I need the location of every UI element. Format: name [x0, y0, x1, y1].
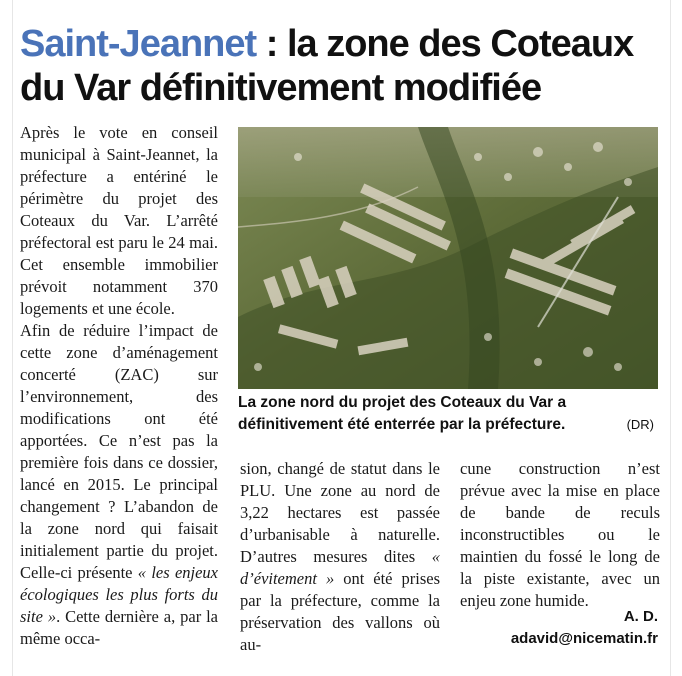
- paragraph-intro: Après le vote en conseil municipal à Saint-Jeannet, la préfecture a entériné le périmètre du projet des Coteaux du Var. L’arrêté préfectoral est paru le 24 mai. Cet ensemble immobilier prévoit notamment 370 logements et une école.: [20, 123, 218, 318]
- aerial-photo-illustration: [238, 127, 658, 389]
- article-column-3: [460, 458, 660, 612]
- right-page-margin-line: [670, 0, 671, 676]
- photo-caption-text: La zone nord du projet des Coteaux du Var a définitivement été enterrée par la préfecture.: [238, 394, 567, 433]
- photo-credit: (DR): [626, 417, 654, 432]
- quote-avoidance: « d’évitement »: [240, 547, 440, 588]
- paragraph-impact-text-a: Afin de réduire l’impact de cette zone d’aménagement concerté (ZAC) sur l’environnement, des modifications ont été apportées. Ce n’est pas la première fois dans ce dossier, lancé en 2015. Le principal changement ? L’abandon de la zone nord qui faisait initialement partie du projet. Celle-ci présente: [20, 321, 218, 582]
- author-signature: [511, 606, 658, 650]
- quote-ecological-stakes: « les enjeux écologiques les plus forts du site »: [20, 563, 218, 626]
- paragraph-zoning: [240, 458, 440, 656]
- article-column-2: [240, 458, 440, 656]
- paragraph-impact: [20, 320, 218, 650]
- headline-kicker: Saint-Jeannet: [20, 23, 257, 65]
- paragraph-zoning-text-b: ont été prises par la préfecture, comme la préservation des vallons où au-: [240, 569, 440, 654]
- author-initials: A. D.: [623, 608, 658, 625]
- photo-caption: [238, 392, 668, 436]
- author-email: adavid@nicematin.fr: [510, 630, 658, 647]
- paragraph-zoning-text-a: sion, changé de statut dans le PLU. Une zone au nord de 3,22 hectares est passée d’urbanisable à naturelle. D’autres mesures dites: [240, 459, 440, 566]
- article-headline: [20, 22, 670, 110]
- aerial-photo: [238, 127, 658, 389]
- left-page-margin-line: [12, 0, 13, 676]
- headline-text: : la zone des Coteaux du Var définitivement modifiée: [20, 23, 634, 109]
- article-column-1: [20, 122, 218, 650]
- paragraph-impact-text-b: . Cette dernière a, par la même occa-: [20, 607, 218, 648]
- paragraph-measures: cune construction n’est prévue avec la mise en place de bande de reculs inconstructibles ou le maintien du fossé le long de la piste existante, avec un enjeu zone humide.: [460, 459, 660, 610]
